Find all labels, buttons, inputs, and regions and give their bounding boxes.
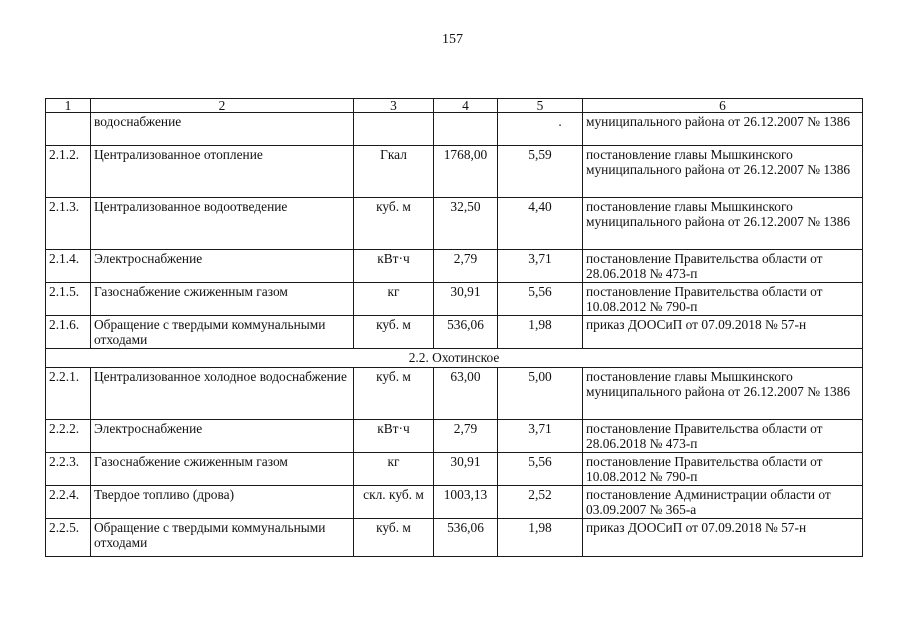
header-col-6: 6	[583, 99, 863, 113]
cell-unit: скл. куб. м	[354, 486, 434, 519]
cell-volume: 2,79	[434, 250, 498, 283]
cell-tariff: 5,00	[498, 368, 583, 420]
cell-document: приказ ДООСиП от 07.09.2018 № 57-н	[583, 316, 863, 349]
cell-volume: 63,00	[434, 368, 498, 420]
cell-document: постановление главы Мышкинского муниципального района от 26.12.2007 № 1386	[583, 198, 863, 250]
table-row	[46, 198, 863, 250]
table-row	[46, 316, 863, 349]
cell-num: 2.2.1.	[46, 368, 91, 420]
cell-service: Обращение с твердыми коммунальными отходами	[91, 316, 354, 349]
cell-service: Обращение с твердыми коммунальными отходами	[91, 519, 354, 557]
header-row	[46, 99, 863, 113]
cell-num: 2.1.6.	[46, 316, 91, 349]
cell-service: Электроснабжение	[91, 250, 354, 283]
cell-volume: 2,79	[434, 420, 498, 453]
cell-document: постановление Правительства области от 28.06.2018 № 473-п	[583, 420, 863, 453]
cell-num: 2.1.5.	[46, 283, 91, 316]
cell-unit: кВт·ч	[354, 250, 434, 283]
cell-document: постановление Правительства области от 10.08.2012 № 790-п	[583, 453, 863, 486]
cell-tariff: 3,71	[498, 250, 583, 283]
cell-unit: куб. м	[354, 198, 434, 250]
cell-service: Централизованное отопление	[91, 146, 354, 198]
header-col-3: 3	[354, 99, 434, 113]
page-number: 157	[442, 32, 463, 47]
cell-document: постановление Правительства области от 10.08.2012 № 790-п	[583, 283, 863, 316]
cell-volume: 1768,00	[434, 146, 498, 198]
tariff-table	[45, 98, 863, 557]
cell-num: 2.2.4.	[46, 486, 91, 519]
cell-service-text: водоснабжение	[94, 114, 182, 129]
cell-num: 2.1.3.	[46, 198, 91, 250]
cell-service: Твердое топливо (дрова)	[91, 486, 354, 519]
table-row	[46, 368, 863, 420]
cell-volume: 30,91	[434, 283, 498, 316]
cell-unit: куб. м	[354, 368, 434, 420]
cell-volume: 536,06	[434, 519, 498, 557]
cell-unit: куб. м	[354, 519, 434, 557]
header-col-1: 1	[46, 99, 91, 113]
table-row	[46, 283, 863, 316]
cell-volume: 1003,13	[434, 486, 498, 519]
cell-tariff: 1,98	[498, 316, 583, 349]
cell-volume: 30,91	[434, 453, 498, 486]
cell-volume	[434, 113, 498, 146]
cell-document: муниципального района от 26.12.2007 № 1386	[583, 113, 863, 146]
table-row	[46, 519, 863, 557]
cell-service: Централизованное холодное водоснабжение	[91, 368, 354, 420]
table-row	[46, 420, 863, 453]
cell-num: 2.2.2.	[46, 420, 91, 453]
cell-service: Централизованное водоотведение	[91, 198, 354, 250]
cell-tariff: 5,59	[498, 146, 583, 198]
table-body	[46, 113, 863, 557]
cell-tariff: 4,40	[498, 198, 583, 250]
cell-unit: Гкал	[354, 146, 434, 198]
cell-volume: 32,50	[434, 198, 498, 250]
cell-tariff: 2,52	[498, 486, 583, 519]
header-col-2: 2	[91, 99, 354, 113]
cell-unit: куб. м	[354, 316, 434, 349]
cell-document: приказ ДООСиП от 07.09.2018 № 57-н	[583, 519, 863, 557]
table-row	[46, 453, 863, 486]
cell-tariff: 5,56	[498, 283, 583, 316]
cell-num	[46, 113, 91, 146]
cell-volume: 536,06	[434, 316, 498, 349]
cell-tariff: 1,98	[498, 519, 583, 557]
header-col-5: 5	[498, 99, 583, 113]
section-title: 2.2. Охотинское	[46, 349, 863, 368]
cell-service: Газоснабжение сжиженным газом	[91, 283, 354, 316]
cell-unit: кг	[354, 453, 434, 486]
cell-num: 2.1.4.	[46, 250, 91, 283]
cell-service: Электроснабжение	[91, 420, 354, 453]
cell-document: постановление главы Мышкинского муниципального района от 26.12.2007 № 1386	[583, 368, 863, 420]
cell-document: постановление главы Мышкинского муниципального района от 26.12.2007 № 1386	[583, 146, 863, 198]
cell-num: 2.1.2.	[46, 146, 91, 198]
cell-unit: кВт·ч	[354, 420, 434, 453]
table-row	[46, 486, 863, 519]
cell-tariff: 3,71	[498, 420, 583, 453]
table-row	[46, 146, 863, 198]
cell-tariff: 5,56	[498, 453, 583, 486]
cell-document: постановление Администрации области от 03.09.2007 № 365-а	[583, 486, 863, 519]
cell-unit	[354, 113, 434, 146]
cell-tariff-mark: .	[558, 114, 562, 129]
cell-document: постановление Правительства области от 28.06.2018 № 473-п	[583, 250, 863, 283]
cell-unit: кг	[354, 283, 434, 316]
cell-service	[91, 113, 354, 146]
section-row	[46, 349, 863, 368]
continuation-row	[46, 113, 863, 146]
cell-num: 2.2.3.	[46, 453, 91, 486]
cell-service: Газоснабжение сжиженным газом	[91, 453, 354, 486]
header-col-4: 4	[434, 99, 498, 113]
cell-num: 2.2.5.	[46, 519, 91, 557]
table-row	[46, 250, 863, 283]
cell-tariff	[498, 113, 583, 146]
